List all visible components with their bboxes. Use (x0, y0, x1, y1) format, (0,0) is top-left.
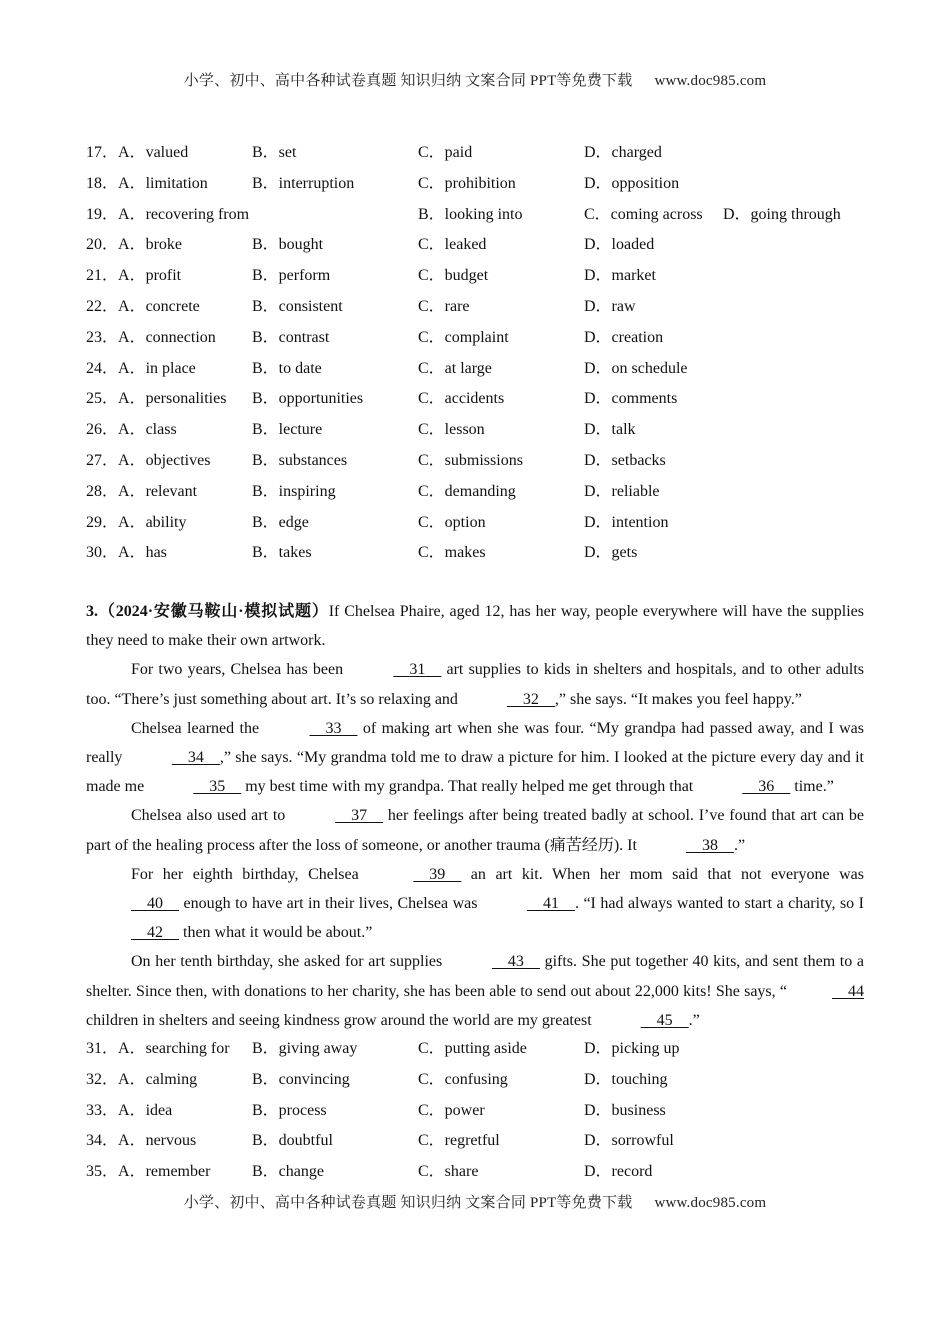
option-d: D．market (584, 267, 656, 285)
option-b: B．process (252, 1101, 327, 1119)
question-row (86, 1159, 886, 1190)
option-b: B．lecture (252, 421, 323, 439)
option-b: B．inspiring (252, 482, 336, 500)
option-c: C．accidents (418, 390, 505, 408)
option-c: C．power (418, 1101, 485, 1119)
option-d: D．going through (723, 205, 841, 223)
question-number-and-option-a: 32．A．calming (86, 1070, 198, 1088)
footer-text: 小学、初中、高中各种试卷真题 知识归纳 文案合同 PPT等免费下载 (183, 1195, 633, 1211)
option-d: D．sorrowful (584, 1132, 674, 1150)
passage-paragraph: For her eighth birthday, Chelsea 39 an art kit. When her mom said that not everyone was 40 enough to have art in their lives, Chelsea was 41 . “I had always wanted to start a charity, so I 42 then what it would be about.” (86, 860, 864, 948)
option-c: C．demanding (418, 482, 516, 500)
option-c: C．coming across (584, 205, 703, 223)
option-c: C．budget (418, 267, 489, 285)
question-row (86, 325, 886, 356)
option-d: D．creation (584, 328, 664, 346)
option-c: C．paid (418, 144, 473, 161)
option-d: D．business (584, 1101, 666, 1119)
option-c: C．rare (418, 297, 470, 315)
option-d: D．loaded (584, 236, 655, 254)
question-number-and-option-a: 18．A．limitation (86, 174, 208, 192)
option-d: D．intention (584, 513, 669, 531)
passage-paragraph: Chelsea learned the 33 of making art when she was four. “My grandpa had passed away, and I was really 34 ,” she says. “My grandma told me to draw a picture for him. I looked at the picture every day and it made me 35 my best time with my grandpa. That really helped me get through that 36 time.” (86, 714, 864, 802)
option-b: B．opportunities (252, 390, 364, 408)
question-row (86, 171, 886, 202)
option-b: B．to date (252, 359, 322, 377)
blank-40: 40 (147, 895, 163, 913)
blank-36: 36 (758, 778, 775, 796)
question-number-and-option-a: 34．A．nervous (86, 1132, 197, 1150)
page-footer (0, 1191, 950, 1212)
question-row (86, 1036, 886, 1067)
question-row (86, 294, 886, 325)
question-row (86, 386, 886, 417)
question-number-and-option-a: 26．A．class (86, 421, 177, 439)
option-d: D．on schedule (584, 359, 688, 377)
option-d: D．charged (584, 144, 662, 161)
blank-34: 34 (187, 749, 204, 767)
option-b: B．interruption (252, 174, 355, 192)
option-c: C．leaked (418, 236, 487, 254)
question-row (86, 202, 886, 233)
option-d: D．reliable (584, 482, 660, 500)
question-row (86, 479, 886, 510)
option-b: B．substances (252, 451, 348, 469)
question-number-and-option-a: 19．A．recovering from (86, 205, 250, 223)
question-row (86, 232, 886, 263)
option-d: D．picking up (584, 1040, 680, 1057)
option-d: D．talk (584, 421, 636, 439)
blank-37: 37 (351, 807, 368, 825)
question-number-and-option-a: 22．A．concrete (86, 297, 200, 315)
option-d: D．comments (584, 390, 678, 408)
passage-paragraph: Chelsea also used art to 37 her feelings after being treated badly at school. I’ve found that art can be part of the healing process after the loss of someone, or another trauma (痛苦经历). It 38 .” (86, 801, 864, 859)
question-row (86, 510, 886, 541)
question-number-and-option-a: 27．A．objectives (86, 451, 211, 469)
question-number-and-option-a: 23．A．connection (86, 328, 216, 346)
option-c: C．option (418, 513, 486, 531)
option-d: D．setbacks (584, 451, 666, 469)
question-row (86, 1067, 886, 1098)
header-url[interactable]: www.doc985.com (654, 73, 767, 89)
options-list-17-30 (86, 140, 886, 571)
option-c: C．confusing (418, 1070, 508, 1088)
question-number-and-option-a: 17．A．valued (86, 144, 189, 161)
option-d: D．gets (584, 544, 638, 562)
question-number-and-option-a: 30．A．has (86, 544, 167, 562)
passage-paragraph: On her tenth birthday, she asked for art supplies 43 gifts. She put together 40 kits, and sent them to a shelter. Since then, with donations to her charity, she has been able to send out about 22,000 kits! She says, “ 44 children in shelters and seeing kindness grow around the world are my greatest 45 .” (86, 947, 864, 1035)
question-row (86, 540, 886, 571)
question-number-and-option-a: 21．A．profit (86, 267, 182, 285)
question-number-and-option-a: 20．A．broke (86, 236, 183, 254)
blank-38: 38 (701, 836, 718, 854)
blank-41: 41 (542, 895, 559, 913)
option-b: B．doubtful (252, 1132, 333, 1150)
option-b: B．set (252, 144, 297, 161)
option-b: B．consistent (252, 297, 343, 315)
cloze-passage (86, 597, 864, 1035)
option-c: C．lesson (418, 421, 485, 439)
option-b: B．looking into (418, 205, 523, 223)
question-number-and-option-a: 24．A．in place (86, 359, 196, 377)
blank-31: 31 (409, 661, 426, 679)
option-d: D．raw (584, 297, 636, 315)
question-row (86, 417, 886, 448)
option-c: C．share (418, 1163, 479, 1181)
question-row (86, 263, 886, 294)
option-b: B．change (252, 1163, 324, 1181)
option-c: C．prohibition (418, 174, 516, 192)
header-text: 小学、初中、高中各种试卷真题 知识归纳 文案合同 PPT等免费下载 (183, 73, 633, 89)
option-d: D．record (584, 1163, 653, 1181)
blank-44: 44 (848, 982, 864, 1000)
blank-32: 32 (522, 690, 539, 708)
blank-33: 33 (325, 719, 342, 737)
question-row (86, 140, 886, 171)
question-number-and-option-a: 29．A．ability (86, 513, 187, 531)
option-b: B．contrast (252, 328, 330, 346)
option-c: C．complaint (418, 328, 509, 346)
option-c: C．makes (418, 544, 486, 562)
question-number-and-option-a: 31．A．searching for (86, 1040, 230, 1057)
option-c: C．putting aside (418, 1040, 527, 1057)
options-list-31-35 (86, 1036, 886, 1190)
question-row (86, 448, 886, 479)
passage-paragraph: For two years, Chelsea has been 31 art supplies to kids in shelters and hospitals, and to other adults too. “There’s just something about art. It’s so relaxing and 32 ,” she says. “It makes you feel happy.” (86, 655, 864, 713)
option-c: C．at large (418, 359, 492, 377)
option-b: B．takes (252, 544, 312, 562)
footer-url[interactable]: www.doc985.com (654, 1195, 767, 1211)
question-number-and-option-a: 25．A．personalities (86, 390, 227, 408)
option-d: D．touching (584, 1070, 668, 1088)
question-number-and-option-a: 35．A．remember (86, 1163, 211, 1181)
passage-paragraph: 3.（2024·安徽马鞍山·模拟试题）If Chelsea Phaire, aged 12, has her way, people everywhere will have the supplies they need to make their own artwork. (86, 603, 864, 650)
option-b: B．bought (252, 236, 324, 254)
option-d: D．opposition (584, 174, 680, 192)
blank-43: 43 (507, 953, 524, 971)
option-b: B．giving away (252, 1040, 358, 1057)
option-c: C．regretful (418, 1132, 500, 1150)
blank-42: 42 (147, 924, 163, 942)
source-label: 3.（2024·安徽马鞍山·模拟试题） (86, 603, 329, 620)
blank-45: 45 (656, 1011, 673, 1029)
question-row (86, 1128, 886, 1159)
question-number-and-option-a: 33．A．idea (86, 1101, 173, 1119)
option-b: B．convincing (252, 1070, 350, 1088)
question-number-and-option-a: 28．A．relevant (86, 482, 198, 500)
blank-39: 39 (429, 865, 446, 883)
question-row (86, 1098, 886, 1129)
blank-35: 35 (209, 778, 226, 796)
option-b: B．edge (252, 513, 309, 531)
option-c: C．submissions (418, 451, 523, 469)
option-b: B．perform (252, 267, 331, 285)
page-header (0, 69, 950, 90)
question-row (86, 356, 886, 387)
